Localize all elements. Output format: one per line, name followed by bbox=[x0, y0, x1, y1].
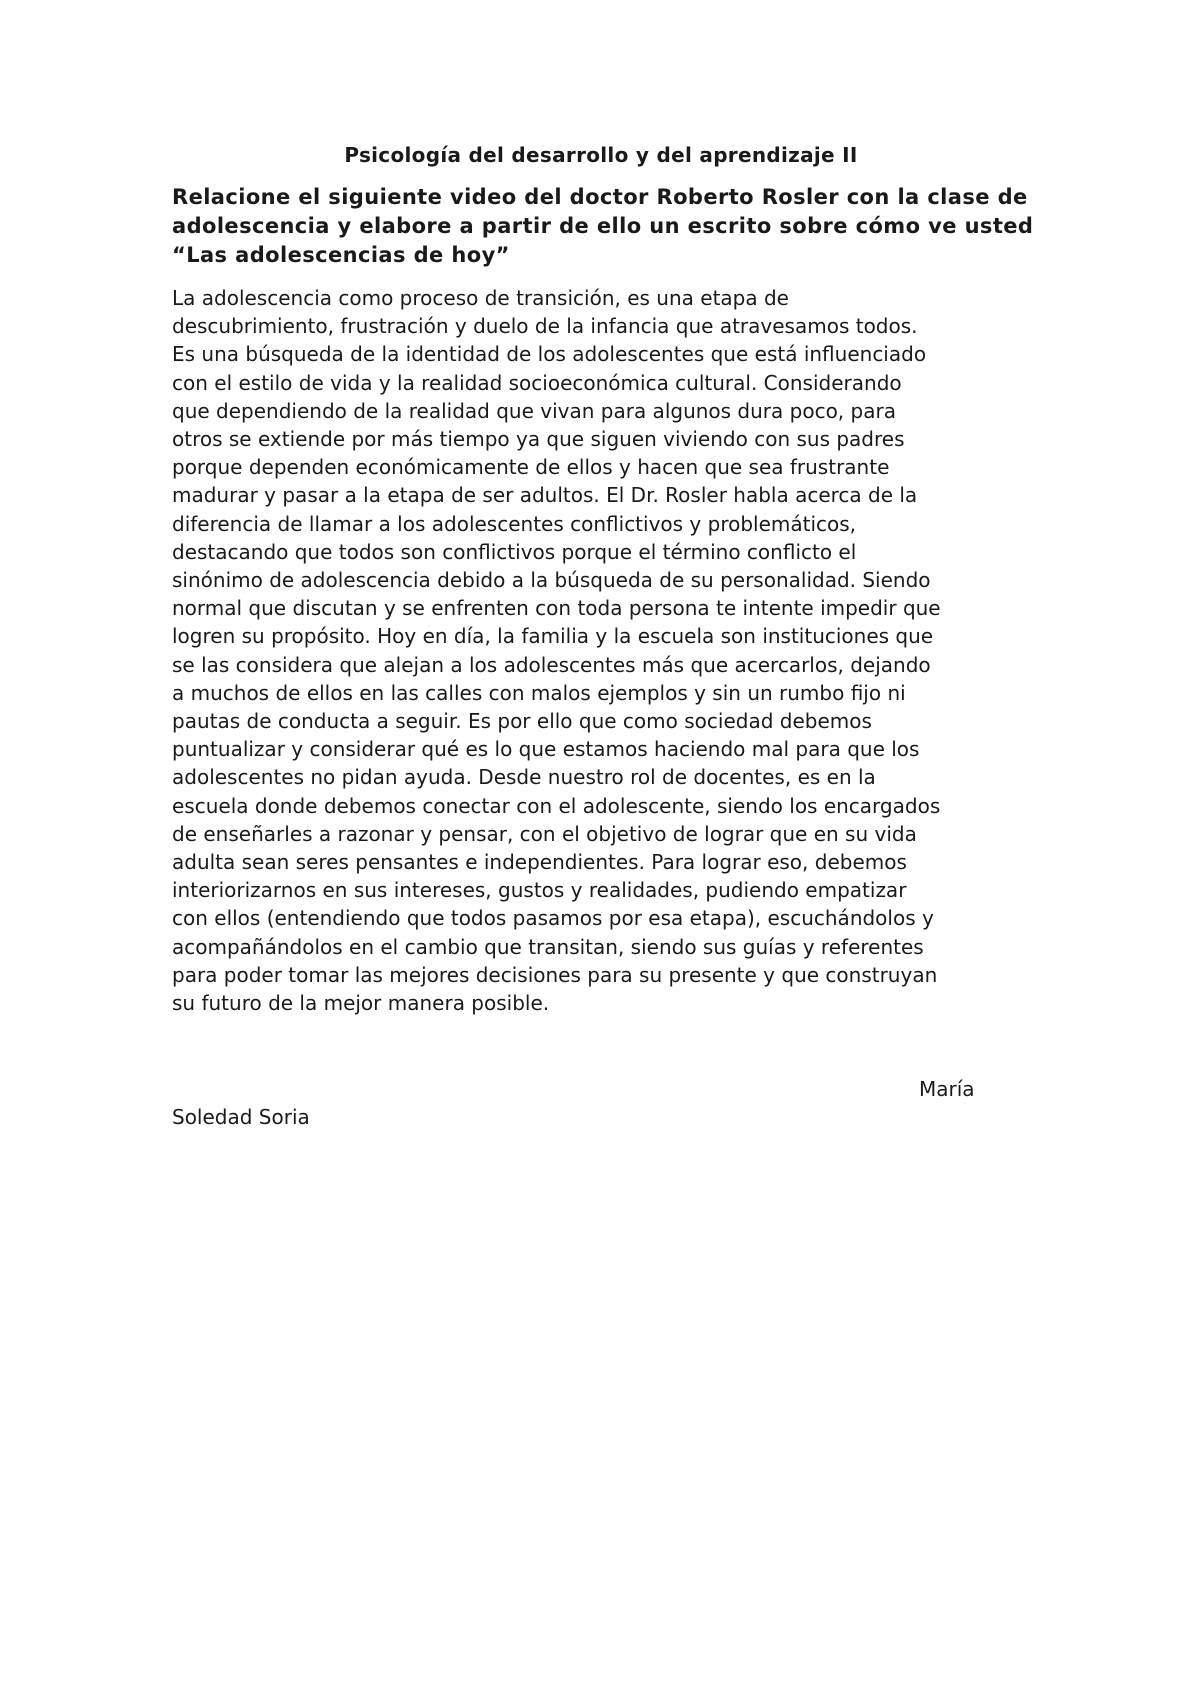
essay-line: La adolescencia como proceso de transición, es una etapa de bbox=[172, 286, 789, 310]
essay-line: escuela donde debemos conectar con el adolescente, siendo los encargados bbox=[172, 793, 941, 818]
signature-first-name: María bbox=[919, 1077, 975, 1101]
essay-line: interiorizarnos en sus intereses, gustos y realidades, pudiendo empatizar bbox=[172, 878, 907, 903]
essay-line: con el estilo de vida y la realidad socioeconómica cultural. Considerando bbox=[172, 370, 902, 395]
essay-line: sinónimo de adolescencia debido a la búsqueda de su personalidad. Siendo bbox=[172, 568, 931, 593]
document-title: Psicología del desarrollo y del aprendizaje II bbox=[344, 143, 858, 167]
essay-line: su futuro de la mejor manera posible. bbox=[172, 991, 550, 1016]
essay-line: que dependiendo de la realidad que vivan para algunos dura poco, para bbox=[172, 398, 896, 423]
essay-line: de enseñarles a razonar y pensar, con el objetivo de lograr que en su vida bbox=[172, 821, 917, 846]
essay-line: acompañándolos en el cambio que transitan, siendo sus guías y referentes bbox=[172, 934, 924, 959]
essay-line: logren su propósito. Hoy en día, la familia y la escuela son instituciones que bbox=[172, 624, 934, 649]
signature-last-name: Soledad Soria bbox=[172, 1105, 310, 1129]
essay-line: puntualizar y considerar qué es lo que estamos haciendo mal para que los bbox=[172, 737, 920, 762]
essay-line: otros se extiende por más tiempo ya que siguen viviendo con sus padres bbox=[172, 427, 905, 452]
essay-line: Es una búsqueda de la identidad de los adolescentes que está influenciado bbox=[172, 342, 927, 367]
essay-line: diferencia de llamar a los adolescentes conflictivos y problemáticos, bbox=[172, 511, 857, 536]
assignment-prompt: Relacione el siguiente video del doctor Roberto Rosler con la clase de adolescencia y elabore a partir de ello un escrito sobre cómo ve usted “Las adolescencias de hoy” bbox=[172, 185, 1034, 267]
essay-line: adulta sean seres pensantes e independientes. Para lograr eso, debemos bbox=[172, 850, 907, 875]
essay-line: con ellos (entendiendo que todos pasamos por esa etapa), escuchándolos y bbox=[172, 906, 934, 931]
essay-line: adolescentes no pidan ayuda. Desde nuestro rol de docentes, es en la bbox=[172, 765, 876, 790]
essay-line: madurar y pasar a la etapa de ser adultos. El Dr. Rosler habla acerca de la bbox=[172, 483, 918, 508]
essay-line: descubrimiento, frustración y duelo de la infancia que atravesamos todos. bbox=[172, 314, 918, 339]
essay-line: a muchos de ellos en las calles con malos ejemplos y sin un rumbo fijo ni bbox=[172, 680, 906, 705]
essay-line: normal que discutan y se enfrenten con toda persona te intente impedir que bbox=[172, 596, 941, 621]
essay-line: para poder tomar las mejores decisiones para su presente y que construyan bbox=[172, 962, 938, 987]
essay-line: se las considera que alejan a los adolescentes más que acercarlos, dejando bbox=[172, 652, 931, 677]
essay-line: destacando que todos son conflictivos porque el término conflicto el bbox=[172, 539, 857, 564]
essay-line: pautas de conducta a seguir. Es por ello que como sociedad debemos bbox=[172, 709, 872, 734]
essay-line: porque dependen económicamente de ellos y hacen que sea frustrante bbox=[172, 455, 890, 480]
essay-body bbox=[172, 284, 941, 1017]
